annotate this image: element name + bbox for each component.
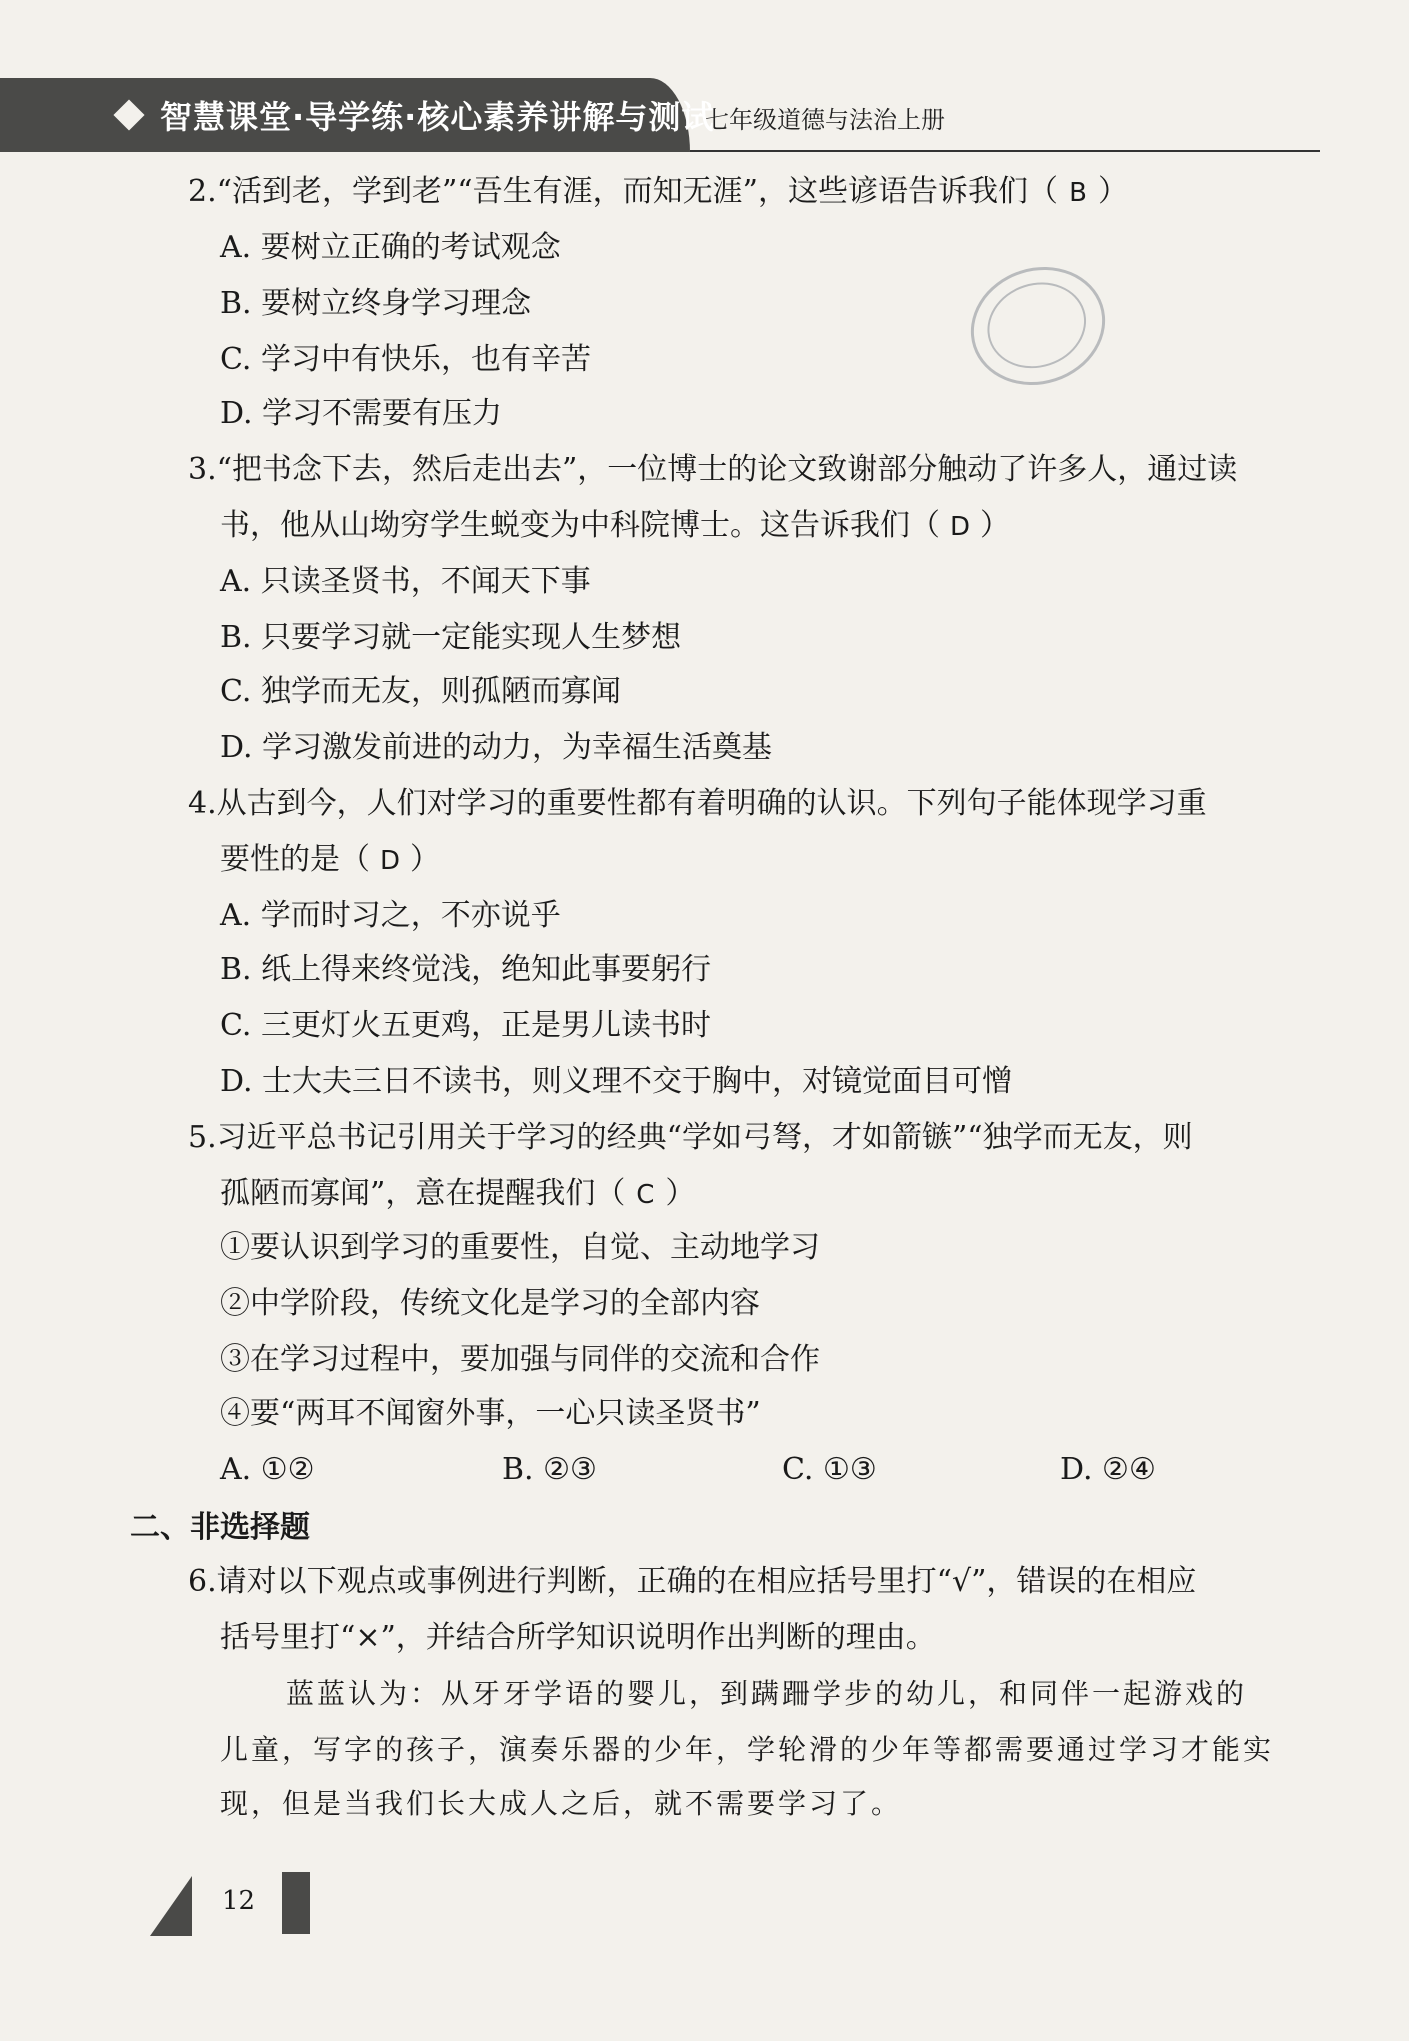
page-number: 12 [222,1886,256,1916]
answer-5: C [636,1180,655,1210]
option: D. 士大夫三日不读书，则义理不交于胸中，对镜觉面目可憎 [220,1064,1013,1099]
question-5: 5.习近平总书记引用关于学习的经典“学如弓弩，才如箭镞”“独学而无友，则 [188,1120,1193,1155]
question-4-cont: 要性的是（ D ） [220,840,440,881]
statement: ④要“两耳不闻窗外事，一心只读圣贤书” [220,1396,761,1431]
option: A. 学而时习之，不亦说乎 [220,898,561,933]
question-4: 4.从古到今，人们对学习的重要性都有着明确的认识。下列句子能体现学习重 [188,786,1207,821]
choice-b: B. ②③ [502,1452,597,1487]
corner-triangle [150,1876,192,1936]
question-6: 6.请对以下观点或事例进行判断，正确的在相应括号里打“√”，错误的在相应 [188,1564,1197,1599]
option: C. 独学而无友，则孤陋而寡闻 [220,674,621,709]
choice-a: A. ①② [220,1452,315,1487]
stamp-seal [955,250,1120,402]
paragraph-line: 蓝蓝认为：从牙牙学语的婴儿，到蹒跚学步的幼儿，和同伴一起游戏的 [286,1677,1248,1710]
option: C. 学习中有快乐，也有辛苦 [220,342,591,377]
statement: ②中学阶段，传统文化是学习的全部内容 [220,1286,760,1321]
option: B. 纸上得来终觉浅，绝知此事要躬行 [220,952,712,987]
section-heading: 二、非选择题 [130,1510,310,1545]
option: D. 学习不需要有压力 [220,396,503,431]
answer-3: D [949,512,971,542]
statement: ①要认识到学习的重要性，自觉、主动地学习 [220,1230,820,1265]
answer-4: D [379,846,401,876]
question-3-cont: 书，他从山坳穷学生蜕变为中科院博士。这告诉我们（ D ） [220,506,1010,547]
question-6-cont: 括号里打“×”，并结合所学知识说明作出判断的理由。 [220,1620,936,1655]
option: A. 只读圣贤书，不闻天下事 [220,564,591,599]
question-2: 2.“活到老，学到老”“吾生有涯，而知无涯”，这些谚语告诉我们（ B ） [188,172,1128,213]
choice-c: C. ①③ [782,1452,877,1487]
header-rule [690,150,1320,152]
question-5-cont: 孤陋而寡闻”，意在提醒我们（ C ） [220,1174,695,1215]
option: B. 只要学习就一定能实现人生梦想 [220,620,682,655]
series-title: 智慧课堂·导学练·核心素养讲解与测试 [160,98,715,136]
choice-d: D. ②④ [1060,1452,1156,1487]
paragraph-line: 现，但是当我们长大成人之后，就不需要学习了。 [220,1787,903,1820]
book-title: 七年级道德与法治上册 [705,106,945,134]
statement: ③在学习过程中，要加强与同伴的交流和合作 [220,1342,820,1377]
option: C. 三更灯火五更鸡，正是男儿读书时 [220,1008,711,1043]
option: A. 要树立正确的考试观念 [220,230,561,265]
answer-2: B [1069,178,1087,208]
option: B. 要树立终身学习理念 [220,286,532,321]
question-3: 3.“把书念下去，然后走出去”，一位博士的论文致谢部分触动了许多人，通过读 [188,452,1238,487]
corner-bar [282,1872,310,1934]
option: D. 学习激发前进的动力，为幸福生活奠基 [220,730,773,765]
paragraph-line: 儿童，写字的孩子，演奏乐器的少年，学轮滑的少年等都需要通过学习才能实 [220,1733,1275,1766]
